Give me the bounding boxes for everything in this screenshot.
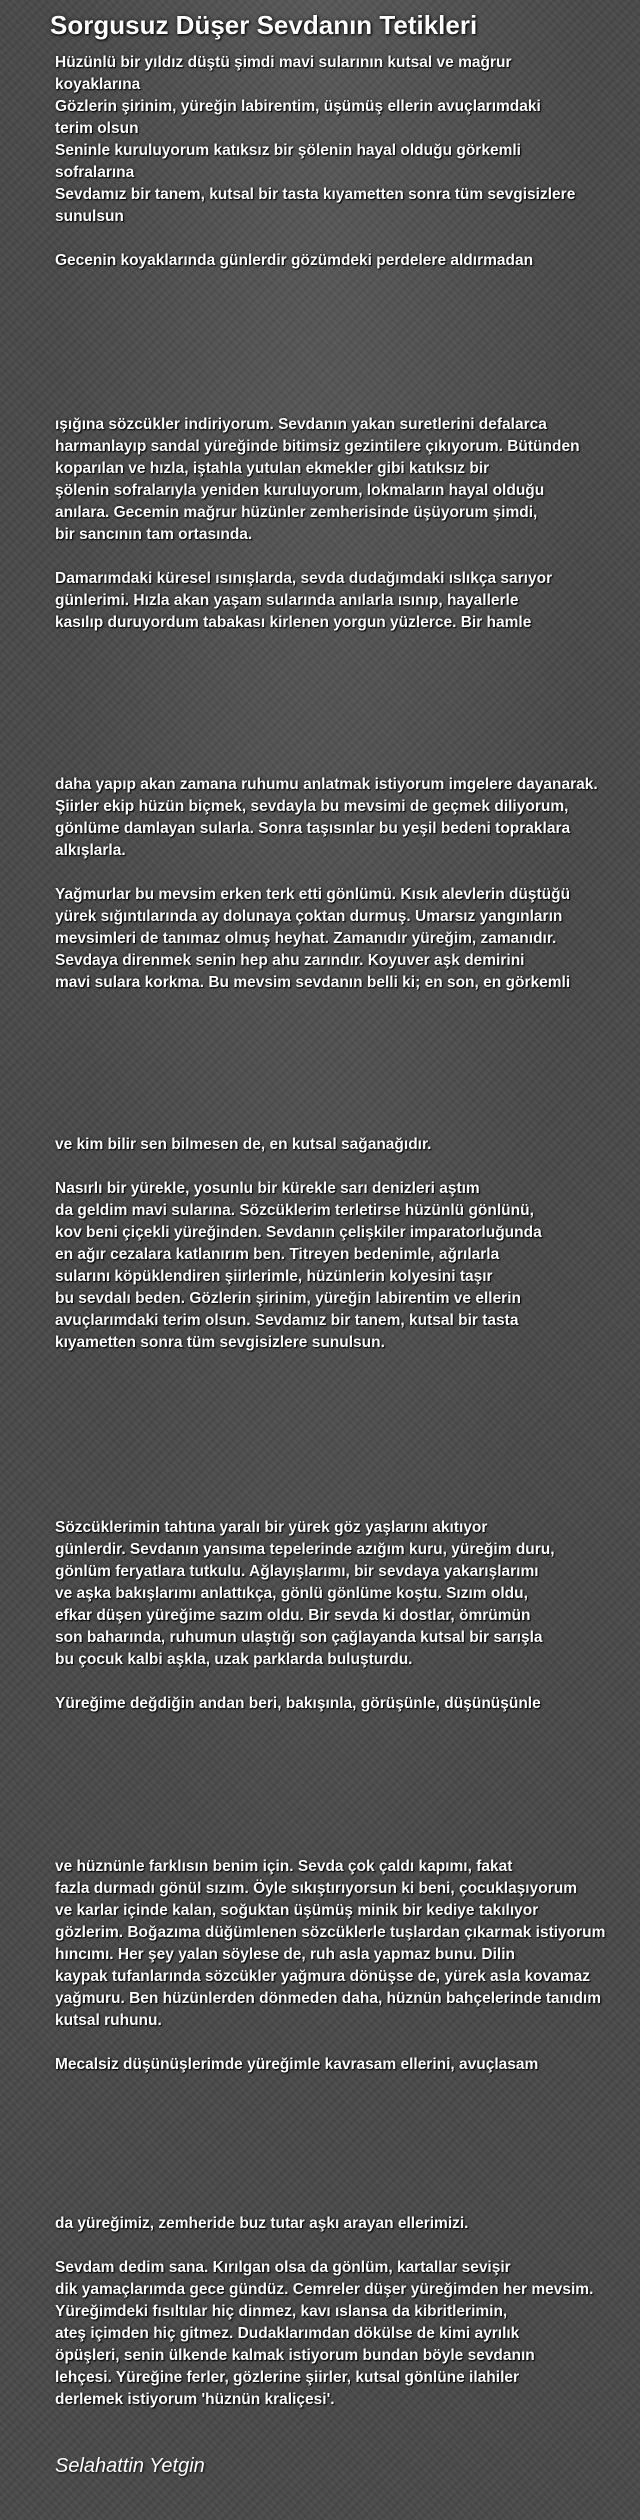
- poem-line: koyaklarına: [55, 76, 141, 93]
- poem-line: yürek sığıntılarında ay dolunaya çoktan durmuş. Umarsız yangınların: [55, 908, 563, 925]
- stanza-break: [55, 2032, 630, 2054]
- poem-line: Damarımdaki küresel ısınışlarda, sevda dudağımdaki ıslıkça sarıyor: [55, 570, 553, 587]
- stanza-break: [55, 546, 630, 568]
- poem-line: Sevdamız bir tanem, kutsal bir tasta kıyametten sonra tüm sevgisizlere: [55, 186, 576, 203]
- poem-line: gözlerim. Boğazıma düğümlenen sözcüklerle tuşlardan çıkarmak istiyorum: [55, 1924, 606, 1941]
- poem-line: kov beni çiçekli yüreğinden. Sevdanın çelişkiler imparatorluğunda: [55, 1224, 542, 1241]
- poem-line: hıncımı. Her şey yalan söylese de, ruh asla yapmaz bunu. Dilin: [55, 1946, 515, 1963]
- poem-section-4: [55, 1134, 630, 1354]
- poem-line: lehçesi. Yüreğine ferler, gözlerine şiirler, kutsal gönlüne ilahiler: [55, 2369, 520, 2386]
- poem-line: ve kim bilir sen bilmesen de, en kutsal sağanağıdır.: [55, 1136, 432, 1153]
- poem-line: kutsal ruhunu.: [55, 2012, 162, 2029]
- poem-line: alkışlarla.: [55, 842, 126, 859]
- poem-line: bu çocuk kalbi aşkla, uzak parklarda buluşturdu.: [55, 1651, 413, 1668]
- poem-line: sunulsun: [55, 208, 124, 225]
- poem-line: ve karlar içinde kalan, soğuktan üşümüş minik bir kediye takılıyor: [55, 1902, 539, 1919]
- poem-line: kıyametten sonra tüm sevgisizlere sunulsun.: [55, 1334, 385, 1351]
- poem-line: Gözlerin şirinim, yüreğin labirentim, üşümüş ellerin avuçlarımdaki: [55, 98, 541, 115]
- poem-line: dik yamaçlarımda gece gündüz. Cemreler düşer yüreğimden her mevsim.: [55, 2281, 594, 2298]
- poem-line: günlerdir. Sevdanın yansıma tepelerinde azığım kuru, yüreğim duru,: [55, 1541, 555, 1558]
- poem-line: gönlüme damlayan sularla. Sonra taşısınlar bu yeşil bedeni topraklara: [55, 820, 571, 837]
- poem-line: mavi sulara korkma. Bu mevsim sevdanın belli ki; en son, en görkemli: [55, 974, 571, 991]
- poem-line: bu sevdalı beden. Gözlerin şirinim, yüreğin labirentim ve ellerin: [55, 1290, 521, 1307]
- poem-line: daha yapıp akan zamana ruhumu anlatmak istiyorum imgelere dayanarak.: [55, 776, 598, 793]
- stanza-break: [55, 1671, 630, 1693]
- poem-line: da yüreğimiz, zemheride buz tutar aşkı arayan ellerimizi.: [55, 2215, 469, 2232]
- stanza-break: [55, 1156, 630, 1178]
- poem-line: Nasırlı bir yürekle, yosunlu bir kürekle sarı denizleri aştım: [55, 1180, 480, 1197]
- poem-line: günlerimi. Hızla akan yaşam sularında anılarla ısınıp, hayallerle: [55, 592, 519, 609]
- poem-line: sofralarına: [55, 164, 135, 181]
- poem-line: ateş içimden hiç gitmez. Dudaklarımdan dökülse de kimi ayrılık: [55, 2325, 520, 2342]
- poem-line: mevsimleri de tanımaz olmuş heyhat. Zamanıdır yüreğim, zamanıdır.: [55, 930, 557, 947]
- poem-line: Sevdaya direnmek senin hep ahu zarındır. Koyuver aşk demirini: [55, 952, 525, 969]
- poem-line: yağmuru. Ben hüzünlerden dönmeden daha, hüznün bahçelerinde tanıdım: [55, 1990, 601, 2007]
- stanza-break: [55, 2235, 630, 2257]
- poem-line: ve aşka bakışlarımı anlattıkça, gönlü gönlüme koştu. Sızım oldu,: [55, 1585, 528, 1602]
- author-name: Selahattin Yetgin: [55, 2455, 205, 2477]
- poem-line: en ağır cezalara katlanırım ben. Titreyen bedenimle, ağrılarla: [55, 1246, 500, 1263]
- poem-line: Sözcüklerimin tahtına yaralı bir yürek göz yaşlarını akıtıyor: [55, 1519, 488, 1536]
- poem-line: Gecenin koyaklarında günlerdir gözümdeki perdelere aldırmadan: [55, 252, 534, 269]
- poem-title: Sorgusuz Düşer Sevdanın Tetikleri: [50, 10, 478, 40]
- poem-line: bir sancının tam ortasında.: [55, 526, 253, 543]
- poem-line: efkar düşen yüreğime sazım oldu. Bir sevda ki dostlar, ömrümün: [55, 1607, 531, 1624]
- poem-line: gönlüm feryatlara tutkulu. Ağlayışlarımı, bir sevdaya yakarışlarımı: [55, 1563, 539, 1580]
- poem-line: harmanlayıp sandal yüreğinde bitimsiz gezintilere çıkıyorum. Bütünden: [55, 438, 580, 455]
- poem-line: avuçlarımdaki terim olsun. Sevdamız bir tanem, kutsal bir tasta: [55, 1312, 519, 1329]
- poem-section-2: [55, 414, 630, 634]
- stanza-break: [55, 228, 630, 250]
- poem-line: sularını köpüklendiren şiirlerimle, hüzünlerin kolyesini taşır: [55, 1268, 493, 1285]
- poem-line: ışığına sözcükler indiriyorum. Sevdanın yakan suretlerini defalarca: [55, 416, 547, 433]
- poem-section-5: [55, 1517, 630, 1715]
- poem-section-6: [55, 1856, 630, 2076]
- poem-line: da geldim mavi sularına. Sözcüklerim terletirse hüzünlü gönlünü,: [55, 1202, 534, 1219]
- poem-section-3: [55, 774, 630, 994]
- poem-line: Sevdam dedim sana. Kırılgan olsa da gönlüm, kartallar sevişir: [55, 2259, 511, 2276]
- poem-line: terim olsun: [55, 120, 139, 137]
- poem-line: son baharında, ruhumun ulaştığı son çağlayanda kutsal bir sarışla: [55, 1629, 543, 1646]
- poem-line: anılara. Gecemin mağrur hüzünler zemherisinde üşüyorum şimdi,: [55, 504, 538, 521]
- poem-line: öpüşleri, senin ülkende kalmak istiyorum bundan böyle sevdanın: [55, 2347, 535, 2364]
- poem-line: koparılan ve hızla, iştahla yutulan ekmekler gibi katıksız bir: [55, 460, 490, 477]
- poem-line: kaypak tufanlarında sözcükler yağmura dönüşse de, yürek asla kovamaz: [55, 1968, 590, 1985]
- poem-line: ve hüznünle farklısın benim için. Sevda çok çaldı kapımı, fakat: [55, 1858, 513, 1875]
- poem-line: Hüzünlü bir yıldız düştü şimdi mavi sularının kutsal ve mağrur: [55, 54, 512, 71]
- poem-line: kasılıp duruyordum tabakası kirlenen yorgun yüzlerce. Bir hamle: [55, 614, 532, 631]
- poem-section-7: [55, 2213, 630, 2411]
- poem-line: Şiirler ekip hüzün biçmek, sevdayla bu mevsimi de geçmek diliyorum,: [55, 798, 569, 815]
- poem-line: Mecalsiz düşünüşlerimde yüreğimle kavrasam ellerini, avuçlasam: [55, 2056, 539, 2073]
- poem-line: fazla durmadı gönül sızım. Öyle sıkıştırıyorsun ki beni, çocuklaşıyorum: [55, 1880, 577, 1897]
- poem-line: Yağmurlar bu mevsim erken terk etti gönlümü. Kısık alevlerin düştüğü: [55, 886, 571, 903]
- poem-line: şölenin sofralarıyla yeniden kuruluyorum, lokmaların hayal olduğu: [55, 482, 545, 499]
- poem-line: Seninle kuruluyorum katıksız bir şölenin hayal olduğu görkemli: [55, 142, 521, 159]
- poem-section-1: [55, 52, 630, 272]
- poem-line: Yüreğime değdiğin andan beri, bakışınla, görüşünle, düşünüşünle: [55, 1695, 541, 1712]
- poem-line: derlemek istiyorum 'hüznün kraliçesi'.: [55, 2391, 335, 2408]
- stanza-break: [55, 862, 630, 884]
- poem-line: Yüreğimdeki fısıltılar hiç dinmez, kavı ıslansa da kibritlerimin,: [55, 2303, 508, 2320]
